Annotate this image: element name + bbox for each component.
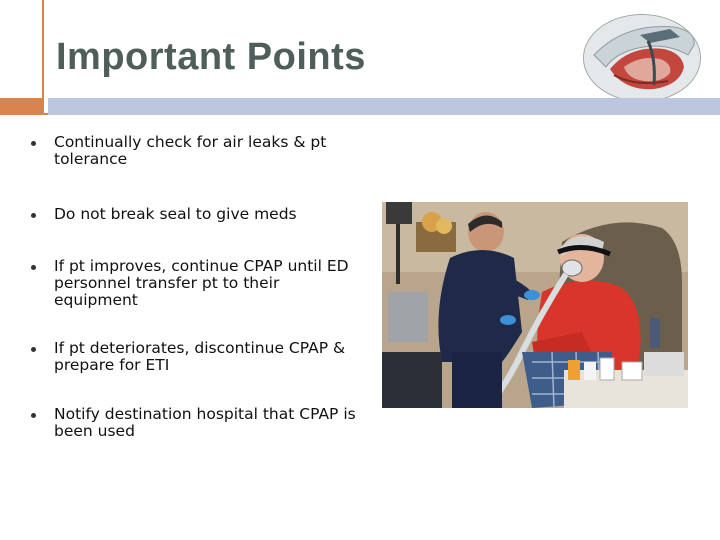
bullet-item xyxy=(28,406,358,440)
bullet-dot-icon xyxy=(31,265,36,270)
cpap-patient-photo xyxy=(382,202,688,408)
bullet-text: If pt improves, continue CPAP until ED personnel transfer pt to their equipment xyxy=(54,257,349,309)
bullet-text: Do not break seal to give meds xyxy=(54,205,297,223)
accent-bar-blue xyxy=(48,98,720,115)
bullet-item xyxy=(28,206,358,223)
accent-vertical-line xyxy=(42,0,44,115)
accent-bar-orange xyxy=(0,98,42,115)
bullet-item xyxy=(28,340,358,374)
bullet-dot-icon xyxy=(31,141,36,146)
bullet-dot-icon xyxy=(31,347,36,352)
bullet-dot-icon xyxy=(31,213,36,218)
bullet-text: Continually check for air leaks & pt tolerance xyxy=(54,133,327,168)
airway-anatomy-thumbnail xyxy=(583,14,701,102)
bullet-text: If pt deteriorates, discontinue CPAP & prepare for ETI xyxy=(54,339,346,374)
bullet-item xyxy=(28,258,358,309)
slide-title: Important Points xyxy=(56,36,366,78)
bullet-dot-icon xyxy=(31,413,36,418)
bullet-item xyxy=(28,134,358,168)
bullet-text: Notify destination hospital that CPAP is been used xyxy=(54,405,356,440)
